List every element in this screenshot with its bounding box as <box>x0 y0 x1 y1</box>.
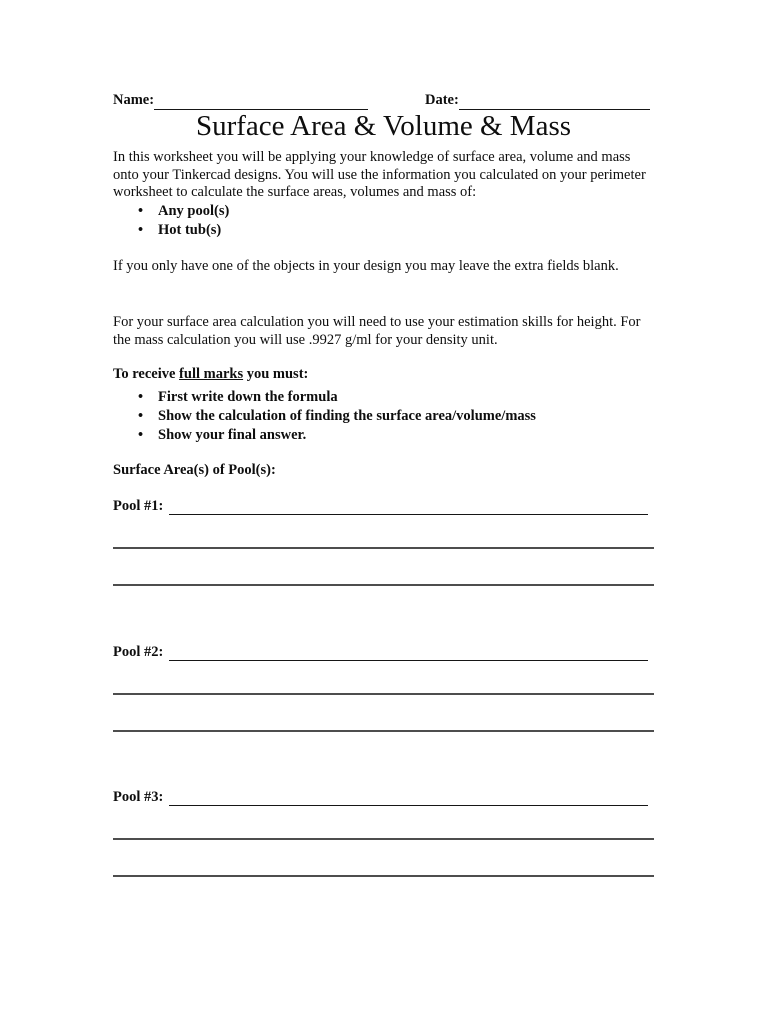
answer-line <box>113 875 654 877</box>
answer-line <box>113 584 654 586</box>
pool-1-label: Pool #1: <box>113 497 164 514</box>
pool-3-label-row <box>113 788 648 806</box>
answer-line <box>113 693 654 695</box>
name-label: Name: <box>113 92 155 108</box>
answer-line <box>113 730 654 732</box>
list-item: • First write down the formula <box>113 388 654 407</box>
pool-1-blank-line <box>169 499 648 515</box>
intro-bullet-list <box>113 202 654 240</box>
list-item: • Hot tub(s) <box>113 221 654 240</box>
requirements-heading <box>113 366 654 384</box>
pool-1-section <box>113 497 654 592</box>
pool-2-blank-line <box>169 645 648 661</box>
requirements-suffix: you must: <box>243 366 309 382</box>
note-extra-fields: If you only have one of the objects in your design you may leave the extra fields blank. <box>113 258 619 274</box>
requirements-underlined-text: full marks <box>179 366 244 382</box>
answer-line <box>113 838 654 840</box>
intro-paragraph: In this worksheet you will be applying your knowledge of surface area, volume and mass onto your Tinkercad designs. You will use the information you calculated on your perimeter worksheet to calculate the surface areas, volumes and mass of: <box>113 149 646 200</box>
date-label: Date: <box>425 92 459 108</box>
section-heading: Surface Area(s) of Pool(s): <box>113 462 276 478</box>
pool-1-label-row <box>113 497 648 515</box>
pool-2-label-row <box>113 643 648 661</box>
list-item: • Show your final answer. <box>113 426 654 445</box>
list-item: • Any pool(s) <box>113 202 654 221</box>
pool-2-label: Pool #2: <box>113 643 164 660</box>
pool-2-section <box>113 643 654 738</box>
worksheet-title: Surface Area & Volume & Mass <box>195 110 572 142</box>
pool-3-section <box>113 788 654 883</box>
pool-3-label: Pool #3: <box>113 788 164 805</box>
requirements-prefix: To receive <box>113 366 180 382</box>
pool-3-blank-line <box>169 790 648 806</box>
note-density: For your surface area calculation you will need to use your estimation skills for height. For the mass calculation you will use .9927 g/ml for your density unit. <box>113 314 641 348</box>
list-item: • Show the calculation of finding the surface area/volume/mass <box>113 407 654 426</box>
answer-line <box>113 547 654 549</box>
requirements-bullet-list <box>113 388 654 444</box>
